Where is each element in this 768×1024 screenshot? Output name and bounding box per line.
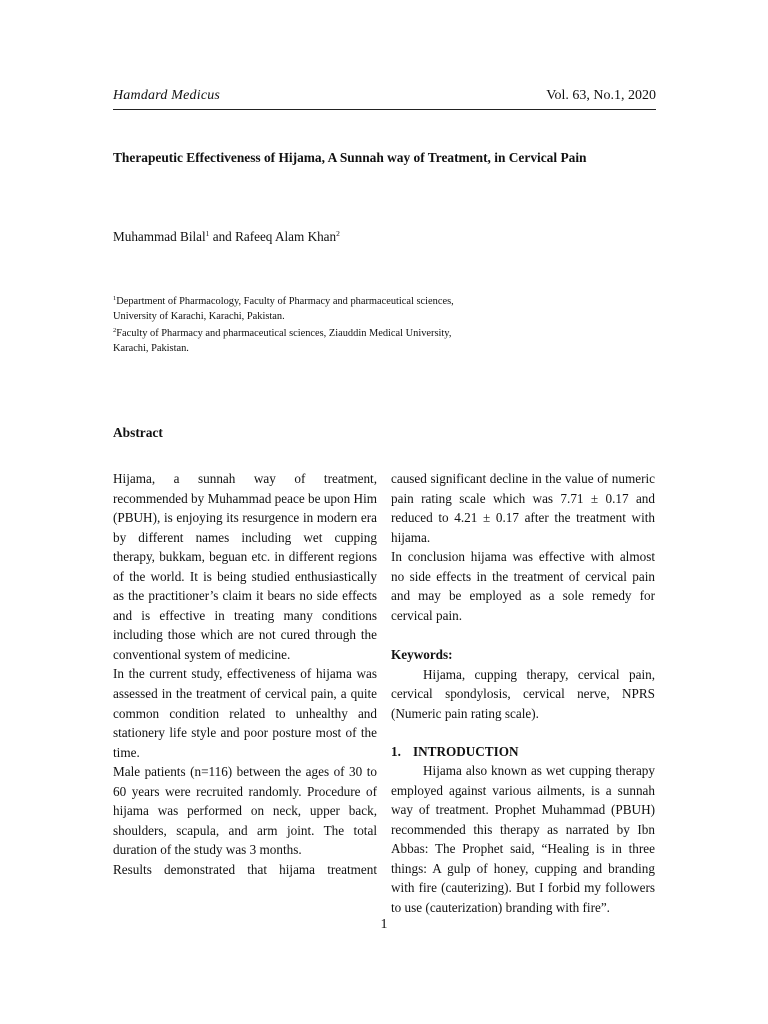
affiliation-line: [113, 292, 533, 310]
journal-name: Hamdard Medicus: [113, 88, 221, 103]
affiliation-text: Karachi, Pakistan.: [113, 342, 189, 354]
affiliation-text: Faculty of Pharmacy and pharmaceutical sciences, Ziauddin Medical University,: [116, 328, 452, 340]
section-heading: [391, 742, 655, 762]
abstract-paragraph: Hijama, a sunnah way of treatment, recommended by Muhammad peace be upon Him (PBUH), is enjoying its resurgence in modern era by different names including wet cupping therapy, bukkam, beguan etc. in different regions of the world. It is being studied enthusiastically as the practitioner’s claim it bears no side effects and is effective in treating many conditions including those which are not cured through the conventional system of medicine.: [113, 471, 377, 662]
affiliation-marker: 1: [113, 295, 117, 302]
abstract-paragraph: In the current study, effectiveness of hijama was assessed in the treatment of cervical pain, a quite common condition related to unhealthy and stationery life style and poor posture most of the time.: [113, 666, 377, 760]
affiliation-text: University of Karachi, Karachi, Pakistan.: [113, 310, 285, 322]
introduction-text: Hijama also known as wet cupping therapy employed against various ailments, is a sunnah way of treatment. Prophet Muhammad (PBUH) recommended this therapy as narrated by Ibn Abbas: The Prophet said, “Healing is in three things: A gulp of honey, cupping and branding with fire (cauterizing). But I forbid my followers to use (cauterization) branding with fire”.: [391, 763, 655, 915]
author-conjunction: and: [209, 229, 236, 244]
section-title: INTRODUCTION: [413, 743, 519, 759]
affiliation-line: [113, 324, 533, 342]
affiliation-marker: 2: [113, 327, 117, 335]
header-rule: [113, 109, 656, 110]
abstract-paragraph-continued: caused significant decline in the value of numeric pain rating scale which was 7.71 ± 0.17 and reduced to 4.21 ± 0.17 after the treatment with hijama.: [391, 471, 655, 545]
right-column: [391, 469, 655, 917]
affiliations: [113, 292, 533, 356]
abstract-paragraph: Male patients (n=116) between the ages of 30 to 60 years were recruited randomly. Procedure of hijama was performed on neck, upper back, shoulders, scapula, and arm joint. The total duration of the study was 3 months.: [113, 764, 377, 858]
abstract-paragraph: Results demonstrated that hijama treatment: [113, 861, 377, 877]
page-number: 1: [380, 917, 388, 932]
author-line: [113, 229, 340, 245]
keywords-heading: Keywords:: [391, 647, 453, 663]
affiliation-line: [113, 310, 533, 325]
abstract-heading: Abstract: [113, 425, 163, 440]
keywords-text: Hijama, cupping therapy, cervical pain, cervical spondylosis, cervical nerve, NPRS (Numeric pain rating scale).: [391, 666, 655, 722]
author-name: Rafeeq Alam Khan: [235, 229, 337, 244]
running-header: [113, 88, 656, 110]
paper-title: Therapeutic Effectiveness of Hijama, A Sunnah way of Treatment, in Cervical Pain: [113, 150, 587, 165]
abstract-paragraph: In conclusion hijama was effective with almost no side effects in the treatment of cervical pain and may be employed as a sole remedy for cervical pain.: [391, 549, 655, 623]
affiliation-marker: 2: [336, 229, 340, 238]
affiliation-text: Department of Pharmacology, Faculty of Pharmacy and pharmaceutical sciences,: [116, 296, 454, 307]
author-name: Muhammad Bilal: [113, 229, 206, 244]
affiliation-marker: 1: [205, 229, 210, 238]
affiliation-line: [113, 342, 533, 357]
volume-info: Vol. 63, No.1, 2020: [546, 88, 656, 103]
left-column: [113, 469, 377, 879]
section-number: 1.: [391, 743, 401, 759]
